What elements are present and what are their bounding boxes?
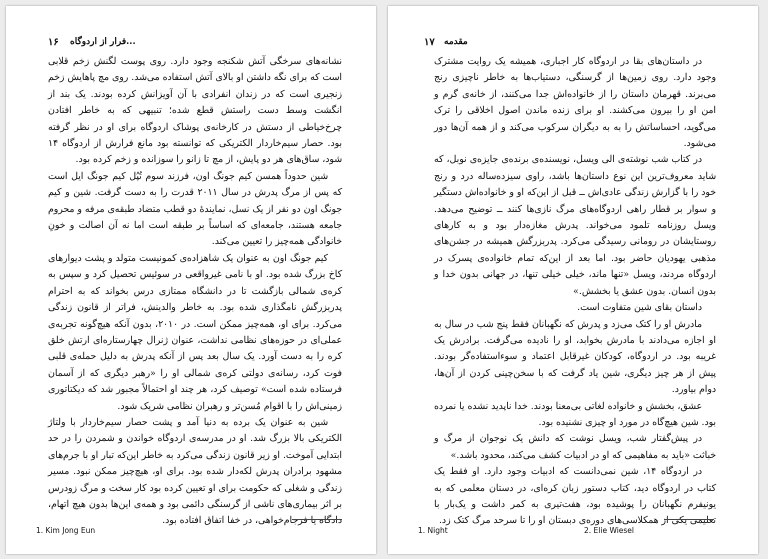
paragraph: در اردوگاه ۱۴، شین نمی‌دانست که ادبیات وجود دارد. او فقط یک کتاب در اردوگاه دید، کتاب دستور زبان کره‌ای، در دستان معلمی که به یونیفرم نگهبانان را پوشیده بود، هفت‌تیری به کمر داشت و یک‌بار با تعلیمی یکی از همکلاسی‌های دوره‌ی دبستان او را تا سرحد مرگ کتک زد. xyxy=(434,466,716,527)
paragraph: شین حدوداً همسن کیم جونگ اون، فرزند سوم تُپُل کیم جونگ ایل است که پس از مرگ پدرش در سال ۲۰۱۱ قدرت را به دست گرفت. شین و کیم جونگ اون دو نفر از یک نسل، نمایندهٔ دو قطب متضاد طبقه‌ی مرفه و محروم جامعه هستند، جامعه‌ای که اساساً بر طبقه است اما نه آن اصالت و خونِ خانوادگی همه‌چیز را تعیین می‌کند. xyxy=(48,170,342,248)
footnote: 2. Elie Wiesel xyxy=(584,526,634,535)
paragraph: مادرش او را کتک می‌زد و پدرش که نگهبانان فقط پنج شب در سال به او اجازه می‌دادند با مادرش بخوابد، او را نادیده می‌گرفت. برادرش یک غریبه بود. در اردوگاه، کودکان غیرقابل اعتماد و سوءاستفاده‌گر بودند. پیش از هر چیز دیگری، شین یاد گرفت که با سخن‌چینی کردن از آن‌ها، دوام بیاورد. xyxy=(434,318,716,396)
paragraph: در داستان‌های بقا در اردوگاه کار اجباری، همیشه یک روایت مشترک وجود دارد. روی زمین‌ها از گرسنگی، دستیاب‌ها به خاطر ناچیزی رنج می‌برند. قهرمان داستان را از خانواده‌اش جدا می‌کنند، از خانه‌ی گرم و امن او را بیرون می‌کشند. او برای زنده ماندن اصول اخلاقی را ترک می‌گوید، احساساتش را به به دیگران سرکوب می‌کند و از همه آن‌ها دور می‌شود. xyxy=(434,56,716,150)
page-body xyxy=(48,54,342,530)
paragraph: در کتاب شب نوشته‌ی الی ویسل، نویسنده‌ی برنده‌ی جایزه‌ی نوبل، که شاید معروف‌ترین این نوع داستان‌ها باشد، راوی سیزده‌ساله درد و رنج خود را با گزارش زندگی عادی‌اش ــ قبل از این‌که او و خانواده‌اش دستگیر و سوار بر قطار راهی اردوگاه‌های مرگ نازی‌ها کنند ــ توضیح می‌دهد. ویسل روزنامه تلمود می‌خواند. پدرش مغازه‌دار بود و به کارهای روستایشان در رومانی رسیدگی می‌کرد. پدربزرگش همیشه در جشن‌های مذهبی یهودیان حاضر بود. اما بعد از این‌که تمام خانواده‌ی پسرک در اردوگاه مردند، ویسل «تنها ماند، خیلی خیلی تنها، در جهانی بدون خدا و بدون انسان. بدون عشق یا بخشش.» xyxy=(434,154,716,297)
running-title: فرار از اردوگاه... xyxy=(70,37,136,47)
footnote-rule xyxy=(664,519,714,520)
right-page xyxy=(388,6,758,554)
paragraph: عشق، بخشش و خانواده لغاتی بی‌معنا بودند. خدا ناپدید نشده یا نمرده بود. شین هیچ‌گاه در مورد او چیزی نشنیده بود. xyxy=(434,400,716,428)
page-number: ۱۷ xyxy=(424,37,435,48)
running-title: مقدمه xyxy=(444,37,468,47)
paragraph: در پیش‌گفتار شب، ویسل نوشت که دانش یک نوجوان از مرگ و خباثت «باید به مفاهیمی که او در ادبیات کشف می‌کند، محدود باشد.» xyxy=(434,433,716,461)
paragraph: داستان بقای شین متفاوت است. xyxy=(577,302,702,314)
footnote-rule xyxy=(292,519,342,520)
page-body xyxy=(434,54,716,530)
footnote: 1. Kim Jong Eun xyxy=(36,526,96,535)
paragraph: کیم جونگ اون به عنوان یک شاهزاده‌ی کمونیست متولد و پشت دیوارهای کاخ بزرگ شده بود. او با نامی غیرواقعی در سوئیس تحصیل کرد و سپس به کره‌ی شمالی بازگشت تا در دانشگاه ممتازی درس بخواند که به احترام پدربزرگش نامگذاری شده بود. به خاطر والدینش، فراتر از قانون زندگی می‌کرد. برای او، همه‌چیز ممکن است. در ۲۰۱۰، بدون آنکه هیچ‌گونه تجربه‌ی عملی‌ای در حوزه‌های نظامی نداشت، عنوان ژنرال چهارستاره‌ای ارتش خلق کره را به دست آورد. یک سال بعد پس از آنکه پدرش به دلیل حمله‌ی قلبی فوت کرد، رسانه‌ی دولتی کره‌ی شمالی او را «رهبر دیگری که از آسمان فرستاده شده است» توصیف کرد، هر چند او احتمالاً مجبور شد که دیکتاتوری زمینی‌اش را با اقوام مُسن‌تر و رهبران نظامی شریک شود. xyxy=(48,252,342,412)
paragraph: شین به عنوان یک برده به دنیا آمد و پشت حصار سیم‌خاردار با ولتاژ الکتریکی بالا بزرگ شد. او در مدرسه‌ی اردوگاه خواندن و شمردن را در حد ابتدایی آموخت. او زیر قانون زندگی می‌کرد به خاطر این‌که تبار او با جرم‌های مشهود برادران پدرش لکه‌دار شده بود. برای او، هیچ‌چیز ممکن نبود. مسیر زندگی و شغلی که حکومت برای او تعیین کرده بود کار سخت و مرگ زودرس بر اثر بیماری‌های ناشی از گرسنگی دائمی بود و همه‌ی این‌ها بدون هیچ اتهام، دادگاه یا فرجام‌خواهی، در خفا اتفاق افتاده بود. xyxy=(48,416,342,527)
left-page xyxy=(6,6,376,554)
paragraph: نشانه‌های سرخگی آتش شکنجه وجود دارد. روی پوست لگنش زخم قلابی است که برای نگه داشتن او بالای آتش استفاده می‌شد. روی مچ پاهایش زخم زنجیری است که در زندان انفرادی با آن آویزانش کرده بودند. یک بند از انگشت وسط دست راستش قطع شده؛ تنبیهی که به خاطر افتادن چرخ‌خیاطی از دستش در کارخانه‌ی پوشاک اردوگاه برای او در نظر گرفته بود. حصار سیم‌خاردار الکتریکی که توانسته بود مانع فرارش از اردوگاه ۱۴ شود، ساق‌های هر دو پایش، از مچ تا زانو را سوزانده و زخم کرده بود. xyxy=(48,56,342,166)
footnote: 1. Night xyxy=(418,526,448,535)
page-number: ۱۶ xyxy=(48,37,59,48)
